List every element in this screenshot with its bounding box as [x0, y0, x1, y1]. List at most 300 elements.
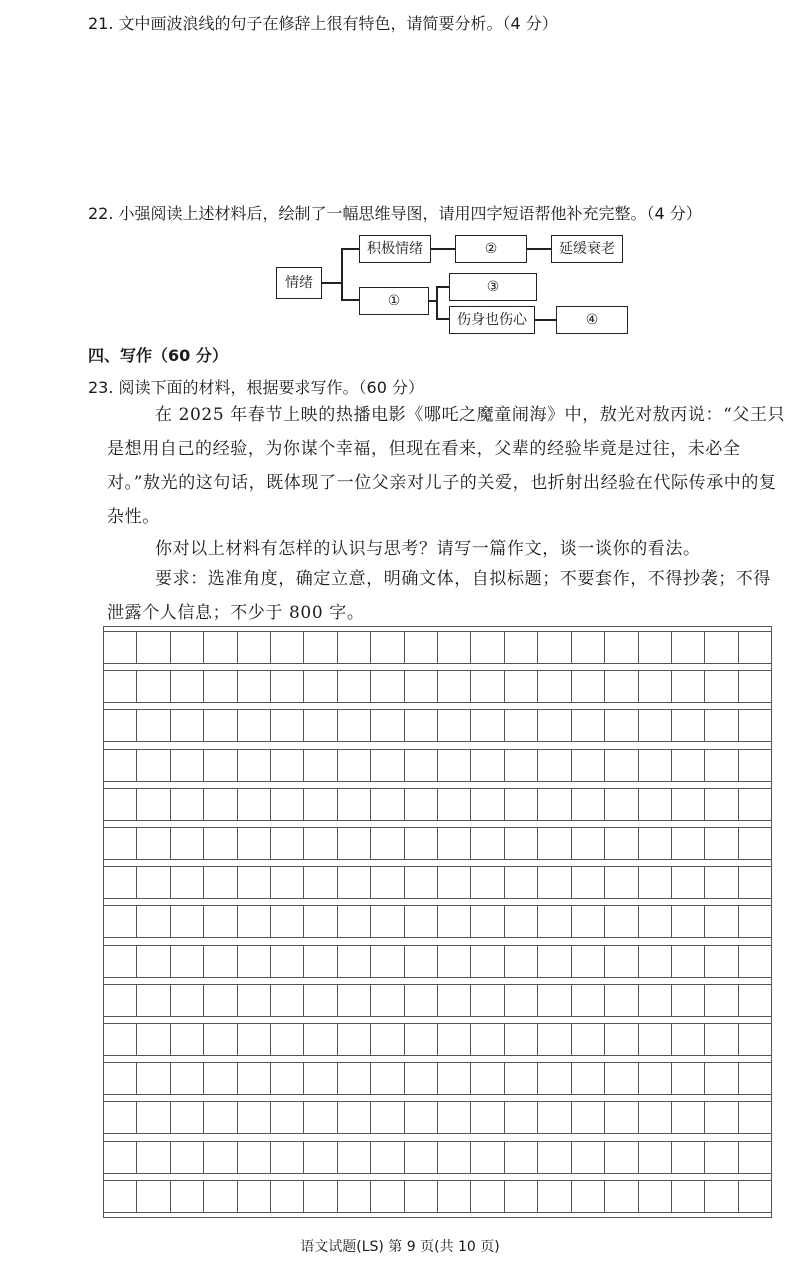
grid-cell[interactable] [337, 985, 370, 1016]
grid-cell[interactable] [571, 906, 604, 937]
grid-cell[interactable] [370, 750, 403, 781]
grid-cell[interactable] [604, 985, 637, 1016]
grid-cell[interactable] [470, 750, 503, 781]
grid-cell[interactable] [704, 1063, 737, 1094]
grid-cell[interactable] [136, 1142, 169, 1173]
grid-cell[interactable] [671, 828, 704, 859]
grid-cell[interactable] [303, 1142, 336, 1173]
grid-cell[interactable] [370, 828, 403, 859]
grid-cell[interactable] [337, 906, 370, 937]
grid-cell[interactable] [203, 710, 236, 741]
grid-cell[interactable] [337, 750, 370, 781]
grid-cell[interactable] [470, 789, 503, 820]
grid-cell[interactable] [738, 1024, 771, 1055]
grid-cell[interactable] [671, 671, 704, 702]
grid-cell[interactable] [504, 1181, 537, 1212]
grid-cell[interactable] [203, 1181, 236, 1212]
grid-cell[interactable] [738, 906, 771, 937]
grid-cell[interactable] [537, 1181, 570, 1212]
grid-cell[interactable] [470, 1024, 503, 1055]
grid-cell[interactable] [270, 1063, 303, 1094]
grid-cell[interactable] [170, 1063, 203, 1094]
grid-cell[interactable] [437, 1142, 470, 1173]
grid-cell[interactable] [337, 828, 370, 859]
grid-cell[interactable] [303, 1181, 336, 1212]
grid-cell[interactable] [504, 946, 537, 977]
grid-cell[interactable] [237, 1181, 270, 1212]
grid-cell[interactable] [470, 1142, 503, 1173]
grid-cell[interactable] [237, 906, 270, 937]
grid-cell[interactable] [170, 710, 203, 741]
grid-cell[interactable] [638, 867, 671, 898]
grid-cell[interactable] [170, 1102, 203, 1133]
grid-cell[interactable] [604, 1024, 637, 1055]
grid-cell[interactable] [537, 710, 570, 741]
grid-cell[interactable] [638, 828, 671, 859]
grid-cell[interactable] [237, 1063, 270, 1094]
grid-cell[interactable] [604, 828, 637, 859]
grid-cell[interactable] [470, 1063, 503, 1094]
grid-cell[interactable] [571, 946, 604, 977]
grid-cell[interactable] [337, 946, 370, 977]
grid-cell[interactable] [704, 985, 737, 1016]
grid-cell[interactable] [136, 1063, 169, 1094]
grid-cell[interactable] [470, 1181, 503, 1212]
grid-cell[interactable] [270, 946, 303, 977]
grid-cell[interactable] [136, 946, 169, 977]
grid-cell[interactable] [170, 867, 203, 898]
grid-cell[interactable] [170, 632, 203, 663]
grid-cell[interactable] [170, 789, 203, 820]
grid-cell[interactable] [104, 1102, 136, 1133]
grid-cell[interactable] [638, 1024, 671, 1055]
grid-cell[interactable] [537, 1102, 570, 1133]
grid-cell[interactable] [337, 1063, 370, 1094]
grid-cell[interactable] [270, 1142, 303, 1173]
grid-cell[interactable] [303, 828, 336, 859]
grid-cell[interactable] [604, 750, 637, 781]
grid-cell[interactable] [470, 671, 503, 702]
grid-cell[interactable] [704, 632, 737, 663]
grid-cell[interactable] [270, 789, 303, 820]
grid-cell[interactable] [370, 710, 403, 741]
grid-cell[interactable] [504, 1142, 537, 1173]
grid-cell[interactable] [370, 946, 403, 977]
grid-cell[interactable] [704, 710, 737, 741]
grid-cell[interactable] [437, 1181, 470, 1212]
grid-cell[interactable] [136, 828, 169, 859]
grid-cell[interactable] [537, 985, 570, 1016]
grid-cell[interactable] [404, 789, 437, 820]
grid-cell[interactable] [104, 1024, 136, 1055]
grid-cell[interactable] [203, 985, 236, 1016]
grid-cell[interactable] [303, 906, 336, 937]
grid-cell[interactable] [337, 1102, 370, 1133]
grid-cell[interactable] [504, 671, 537, 702]
grid-cell[interactable] [504, 1024, 537, 1055]
grid-cell[interactable] [136, 985, 169, 1016]
grid-cell[interactable] [136, 1102, 169, 1133]
grid-cell[interactable] [237, 671, 270, 702]
grid-cell[interactable] [303, 789, 336, 820]
grid-cell[interactable] [303, 750, 336, 781]
grid-cell[interactable] [537, 632, 570, 663]
grid-cell[interactable] [170, 1024, 203, 1055]
grid-cell[interactable] [404, 1024, 437, 1055]
grid-cell[interactable] [404, 710, 437, 741]
grid-cell[interactable] [237, 750, 270, 781]
grid-cell[interactable] [437, 750, 470, 781]
grid-cell[interactable] [237, 632, 270, 663]
grid-cell[interactable] [504, 1063, 537, 1094]
grid-cell[interactable] [738, 1063, 771, 1094]
grid-cell[interactable] [337, 710, 370, 741]
grid-cell[interactable] [638, 1142, 671, 1173]
grid-cell[interactable] [504, 985, 537, 1016]
grid-cell[interactable] [404, 1063, 437, 1094]
grid-cell[interactable] [704, 906, 737, 937]
grid-cell[interactable] [270, 632, 303, 663]
grid-cell[interactable] [237, 828, 270, 859]
grid-cell[interactable] [104, 671, 136, 702]
grid-cell[interactable] [104, 1142, 136, 1173]
grid-cell[interactable] [104, 1181, 136, 1212]
grid-cell[interactable] [604, 946, 637, 977]
grid-cell[interactable] [203, 1063, 236, 1094]
grid-cell[interactable] [470, 710, 503, 741]
grid-cell[interactable] [404, 828, 437, 859]
grid-cell[interactable] [270, 1181, 303, 1212]
grid-cell[interactable] [638, 789, 671, 820]
grid-cell[interactable] [404, 867, 437, 898]
grid-cell[interactable] [404, 906, 437, 937]
grid-cell[interactable] [470, 828, 503, 859]
grid-cell[interactable] [638, 1181, 671, 1212]
grid-cell[interactable] [104, 789, 136, 820]
grid-cell[interactable] [104, 632, 136, 663]
grid-cell[interactable] [237, 710, 270, 741]
grid-cell[interactable] [237, 789, 270, 820]
grid-cell[interactable] [738, 985, 771, 1016]
grid-cell[interactable] [704, 1024, 737, 1055]
grid-cell[interactable] [704, 671, 737, 702]
grid-cell[interactable] [203, 671, 236, 702]
grid-cell[interactable] [170, 671, 203, 702]
grid-cell[interactable] [437, 1102, 470, 1133]
grid-cell[interactable] [571, 1024, 604, 1055]
grid-cell[interactable] [738, 750, 771, 781]
grid-cell[interactable] [604, 1102, 637, 1133]
grid-cell[interactable] [638, 671, 671, 702]
grid-cell[interactable] [638, 632, 671, 663]
grid-cell[interactable] [537, 1024, 570, 1055]
grid-cell[interactable] [504, 710, 537, 741]
grid-cell[interactable] [404, 1181, 437, 1212]
grid-cell[interactable] [237, 867, 270, 898]
grid-cell[interactable] [638, 1063, 671, 1094]
grid-cell[interactable] [571, 750, 604, 781]
grid-cell[interactable] [638, 1102, 671, 1133]
grid-cell[interactable] [303, 867, 336, 898]
grid-cell[interactable] [170, 750, 203, 781]
grid-cell[interactable] [203, 906, 236, 937]
grid-cell[interactable] [337, 1181, 370, 1212]
grid-cell[interactable] [203, 789, 236, 820]
grid-cell[interactable] [604, 789, 637, 820]
grid-cell[interactable] [604, 632, 637, 663]
grid-cell[interactable] [237, 1024, 270, 1055]
grid-cell[interactable] [738, 867, 771, 898]
grid-cell[interactable] [704, 750, 737, 781]
grid-cell[interactable] [437, 946, 470, 977]
grid-cell[interactable] [303, 671, 336, 702]
grid-cell[interactable] [604, 710, 637, 741]
grid-cell[interactable] [504, 828, 537, 859]
grid-cell[interactable] [738, 671, 771, 702]
grid-cell[interactable] [437, 789, 470, 820]
grid-cell[interactable] [504, 632, 537, 663]
grid-cell[interactable] [170, 1181, 203, 1212]
grid-cell[interactable] [437, 906, 470, 937]
grid-cell[interactable] [404, 946, 437, 977]
grid-cell[interactable] [638, 946, 671, 977]
grid-cell[interactable] [638, 906, 671, 937]
grid-cell[interactable] [404, 632, 437, 663]
grid-cell[interactable] [604, 1181, 637, 1212]
grid-cell[interactable] [437, 632, 470, 663]
grid-cell[interactable] [370, 867, 403, 898]
grid-cell[interactable] [470, 985, 503, 1016]
grid-cell[interactable] [738, 1181, 771, 1212]
grid-cell[interactable] [370, 1102, 403, 1133]
grid-cell[interactable] [571, 671, 604, 702]
grid-cell[interactable] [571, 828, 604, 859]
grid-cell[interactable] [604, 1063, 637, 1094]
grid-cell[interactable] [270, 867, 303, 898]
grid-cell[interactable] [571, 789, 604, 820]
grid-cell[interactable] [104, 867, 136, 898]
grid-cell[interactable] [738, 946, 771, 977]
grid-cell[interactable] [203, 946, 236, 977]
grid-cell[interactable] [571, 1102, 604, 1133]
grid-cell[interactable] [136, 789, 169, 820]
grid-cell[interactable] [571, 632, 604, 663]
grid-cell[interactable] [136, 1024, 169, 1055]
grid-cell[interactable] [370, 1142, 403, 1173]
grid-cell[interactable] [237, 946, 270, 977]
grid-cell[interactable] [704, 1102, 737, 1133]
grid-cell[interactable] [704, 946, 737, 977]
grid-cell[interactable] [203, 828, 236, 859]
grid-cell[interactable] [671, 985, 704, 1016]
grid-cell[interactable] [671, 1024, 704, 1055]
grid-cell[interactable] [136, 867, 169, 898]
grid-cell[interactable] [671, 1063, 704, 1094]
grid-cell[interactable] [504, 1102, 537, 1133]
grid-cell[interactable] [170, 1142, 203, 1173]
grid-cell[interactable] [104, 750, 136, 781]
grid-cell[interactable] [270, 1024, 303, 1055]
grid-cell[interactable] [104, 946, 136, 977]
grid-cell[interactable] [136, 632, 169, 663]
grid-cell[interactable] [704, 1181, 737, 1212]
grid-cell[interactable] [270, 828, 303, 859]
grid-cell[interactable] [337, 632, 370, 663]
grid-cell[interactable] [571, 1063, 604, 1094]
grid-cell[interactable] [671, 750, 704, 781]
grid-cell[interactable] [738, 632, 771, 663]
grid-cell[interactable] [337, 671, 370, 702]
grid-cell[interactable] [504, 750, 537, 781]
grid-cell[interactable] [303, 946, 336, 977]
grid-cell[interactable] [303, 1024, 336, 1055]
grid-cell[interactable] [671, 906, 704, 937]
grid-cell[interactable] [504, 867, 537, 898]
grid-cell[interactable] [671, 1181, 704, 1212]
grid-cell[interactable] [571, 867, 604, 898]
grid-cell[interactable] [470, 906, 503, 937]
grid-cell[interactable] [203, 1142, 236, 1173]
grid-cell[interactable] [470, 1102, 503, 1133]
grid-cell[interactable] [571, 710, 604, 741]
grid-cell[interactable] [470, 632, 503, 663]
grid-cell[interactable] [104, 828, 136, 859]
grid-cell[interactable] [337, 789, 370, 820]
grid-cell[interactable] [671, 710, 704, 741]
grid-cell[interactable] [437, 710, 470, 741]
grid-cell[interactable] [738, 1102, 771, 1133]
grid-cell[interactable] [638, 985, 671, 1016]
grid-cell[interactable] [604, 906, 637, 937]
grid-cell[interactable] [370, 1024, 403, 1055]
grid-cell[interactable] [404, 1102, 437, 1133]
grid-cell[interactable] [604, 867, 637, 898]
grid-cell[interactable] [537, 946, 570, 977]
grid-cell[interactable] [437, 985, 470, 1016]
grid-cell[interactable] [337, 867, 370, 898]
grid-cell[interactable] [604, 671, 637, 702]
grid-cell[interactable] [203, 1024, 236, 1055]
grid-cell[interactable] [270, 710, 303, 741]
grid-cell[interactable] [303, 1063, 336, 1094]
grid-cell[interactable] [738, 789, 771, 820]
grid-cell[interactable] [738, 1142, 771, 1173]
grid-cell[interactable] [571, 1181, 604, 1212]
grid-cell[interactable] [270, 906, 303, 937]
grid-cell[interactable] [404, 750, 437, 781]
grid-cell[interactable] [404, 671, 437, 702]
grid-cell[interactable] [537, 828, 570, 859]
grid-cell[interactable] [303, 632, 336, 663]
grid-cell[interactable] [237, 1102, 270, 1133]
grid-cell[interactable] [537, 867, 570, 898]
grid-cell[interactable] [604, 1142, 637, 1173]
grid-cell[interactable] [704, 1142, 737, 1173]
grid-cell[interactable] [370, 1181, 403, 1212]
grid-cell[interactable] [370, 671, 403, 702]
grid-cell[interactable] [170, 828, 203, 859]
grid-cell[interactable] [136, 1181, 169, 1212]
grid-cell[interactable] [170, 906, 203, 937]
grid-cell[interactable] [738, 710, 771, 741]
grid-cell[interactable] [704, 867, 737, 898]
grid-cell[interactable] [237, 985, 270, 1016]
grid-cell[interactable] [203, 867, 236, 898]
grid-cell[interactable] [437, 671, 470, 702]
grid-cell[interactable] [404, 1142, 437, 1173]
grid-cell[interactable] [571, 985, 604, 1016]
grid-cell[interactable] [671, 946, 704, 977]
grid-cell[interactable] [704, 828, 737, 859]
grid-cell[interactable] [237, 1142, 270, 1173]
grid-cell[interactable] [504, 789, 537, 820]
grid-cell[interactable] [270, 985, 303, 1016]
grid-cell[interactable] [437, 867, 470, 898]
grid-cell[interactable] [537, 1142, 570, 1173]
grid-cell[interactable] [303, 1102, 336, 1133]
grid-cell[interactable] [537, 671, 570, 702]
grid-cell[interactable] [404, 985, 437, 1016]
grid-cell[interactable] [671, 1142, 704, 1173]
grid-cell[interactable] [470, 946, 503, 977]
grid-cell[interactable] [470, 867, 503, 898]
grid-cell[interactable] [370, 789, 403, 820]
grid-cell[interactable] [170, 985, 203, 1016]
grid-cell[interactable] [571, 1142, 604, 1173]
grid-cell[interactable] [337, 1024, 370, 1055]
grid-cell[interactable] [303, 985, 336, 1016]
grid-cell[interactable] [437, 1024, 470, 1055]
grid-cell[interactable] [537, 1063, 570, 1094]
grid-cell[interactable] [270, 750, 303, 781]
grid-cell[interactable] [671, 789, 704, 820]
grid-cell[interactable] [370, 1063, 403, 1094]
grid-cell[interactable] [738, 828, 771, 859]
grid-cell[interactable] [437, 828, 470, 859]
grid-cell[interactable] [671, 1102, 704, 1133]
grid-cell[interactable] [370, 906, 403, 937]
grid-cell[interactable] [671, 632, 704, 663]
grid-cell[interactable] [136, 710, 169, 741]
grid-cell[interactable] [671, 867, 704, 898]
grid-cell[interactable] [704, 789, 737, 820]
composition-grid[interactable] [103, 626, 772, 1218]
grid-cell[interactable] [203, 632, 236, 663]
grid-cell[interactable] [303, 710, 336, 741]
grid-cell[interactable] [270, 1102, 303, 1133]
grid-cell[interactable] [504, 906, 537, 937]
grid-cell[interactable] [638, 710, 671, 741]
grid-cell[interactable] [203, 1102, 236, 1133]
grid-cell[interactable] [136, 906, 169, 937]
grid-cell[interactable] [537, 906, 570, 937]
grid-cell[interactable] [537, 750, 570, 781]
grid-cell[interactable] [136, 750, 169, 781]
grid-cell[interactable] [638, 750, 671, 781]
grid-cell[interactable] [437, 1063, 470, 1094]
grid-cell[interactable] [370, 985, 403, 1016]
grid-cell[interactable] [337, 1142, 370, 1173]
grid-cell[interactable] [203, 750, 236, 781]
grid-cell[interactable] [270, 671, 303, 702]
grid-cell[interactable] [370, 632, 403, 663]
grid-cell[interactable] [104, 710, 136, 741]
grid-cell[interactable] [136, 671, 169, 702]
grid-cell[interactable] [104, 906, 136, 937]
grid-cell[interactable] [104, 985, 136, 1016]
grid-cell[interactable] [104, 1063, 136, 1094]
grid-cell[interactable] [170, 946, 203, 977]
